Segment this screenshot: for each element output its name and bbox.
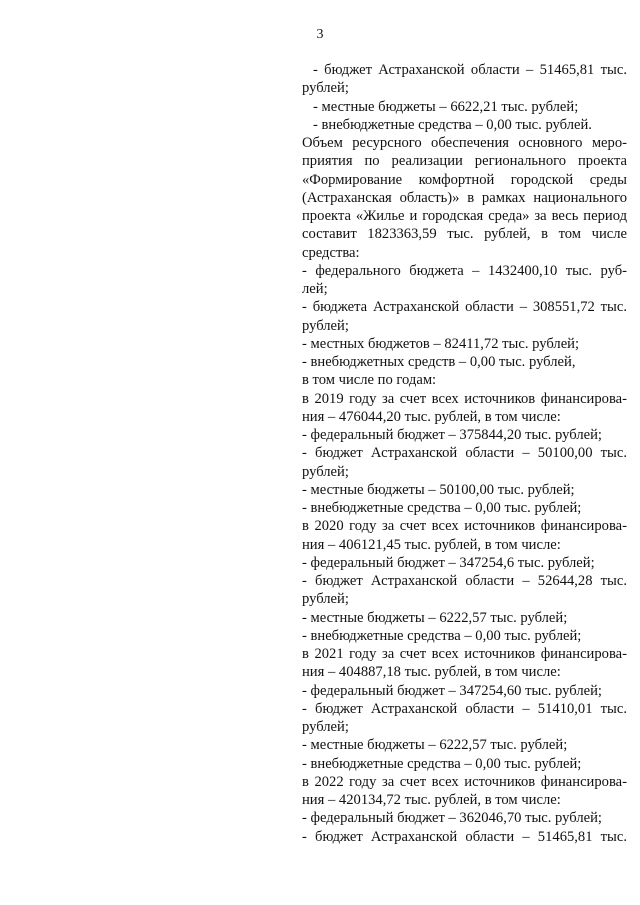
text-line: ния – 404887,18 тыс. рублей, в том числе: — [302, 664, 561, 681]
text-line: - внебюджетные средства – 0,00 тыс. рублей. — [313, 116, 592, 133]
text-line: - местные бюджеты – 6622,21 тыс. рублей; — [313, 98, 579, 115]
text-line: (Астраханская область)» в рамках национального — [302, 189, 627, 206]
text-line: - федерального бюджета – 1432400,10 тыс. руб- — [302, 262, 627, 279]
text-line: - бюджета Астраханской области – 308551,72 тыс. — [302, 299, 627, 316]
page-number: 3 — [316, 27, 324, 42]
text-line: «Формирование комфортной городской среды — [302, 171, 627, 188]
text-line: рублей; — [302, 463, 349, 480]
text-line: - внебюджетные средства – 0,00 тыс. рублей; — [302, 627, 582, 644]
text-line: ния – 420134,72 тыс. рублей, в том числе: — [302, 792, 561, 808]
text-line: - местных бюджетов – 82411,72 тыс. рублей; — [302, 335, 580, 352]
text-line: Объем ресурсного обеспечения основного меро- — [302, 135, 627, 151]
text-line: рублей; — [302, 719, 349, 735]
text-line: - бюджет Астраханской области – 51465,81 тыс. — [313, 62, 627, 78]
text-line: проекта «Жилье и городская среда» за весь период — [302, 208, 627, 224]
text-line: - внебюджетные средства – 0,00 тыс. рублей; — [302, 500, 582, 516]
text-line: - местные бюджеты – 6222,57 тыс. рублей; — [302, 609, 568, 626]
text-line: - федеральный бюджет – 347254,60 тыс. рублей; — [302, 682, 602, 699]
text-line: в том числе по годам: — [302, 372, 437, 389]
text-line: приятия по реализации регионального проекта — [302, 153, 627, 170]
text-line: в 2022 году за счет всех источников финансирова- — [302, 773, 627, 790]
text-line: в 2019 году за счет всех источников финансирова- — [302, 390, 627, 407]
text-line: лей; — [302, 281, 328, 297]
text-line: в 2020 году за счет всех источников финансирова- — [302, 518, 627, 535]
text-line: - внебюджетные средства – 0,00 тыс. рублей; — [302, 755, 582, 772]
text-line: - бюджет Астраханской области – 51410,01 тыс. — [302, 700, 627, 717]
text-line: рублей; — [302, 80, 349, 97]
text-line: ния – 406121,45 тыс. рублей, в том числе: — [302, 536, 561, 553]
text-line: средства: — [302, 244, 360, 261]
text-line: - федеральный бюджет – 347254,6 тыс. рублей; — [302, 554, 595, 571]
text-line: - бюджет Астраханской области – 52644,28 тыс. — [302, 573, 627, 589]
text-column — [302, 61, 627, 846]
text-line: - местные бюджеты – 50100,00 тыс. рублей; — [302, 481, 575, 498]
text-line: рублей; — [302, 317, 349, 334]
text-line: - бюджет Астраханской области – 50100,00 тыс. — [302, 445, 627, 462]
text-line: - внебюджетных средств – 0,00 тыс. рублей, — [302, 354, 576, 370]
text-line: - бюджет Астраханской области – 51465,81 тыс. — [302, 828, 627, 845]
text-line: составит 1823363,59 тыс. рублей, в том числе — [302, 226, 627, 243]
text-line: ния – 476044,20 тыс. рублей, в том числе: — [302, 408, 561, 425]
text-line: - местные бюджеты – 6222,57 тыс. рублей; — [302, 737, 568, 754]
text-line: - федеральный бюджет – 375844,20 тыс. рублей; — [302, 427, 602, 443]
text-line: в 2021 году за счет всех источников финансирова- — [302, 646, 627, 662]
text-line: рублей; — [302, 591, 349, 608]
text-line: - федеральный бюджет – 362046,70 тыс. рублей; — [302, 810, 602, 827]
